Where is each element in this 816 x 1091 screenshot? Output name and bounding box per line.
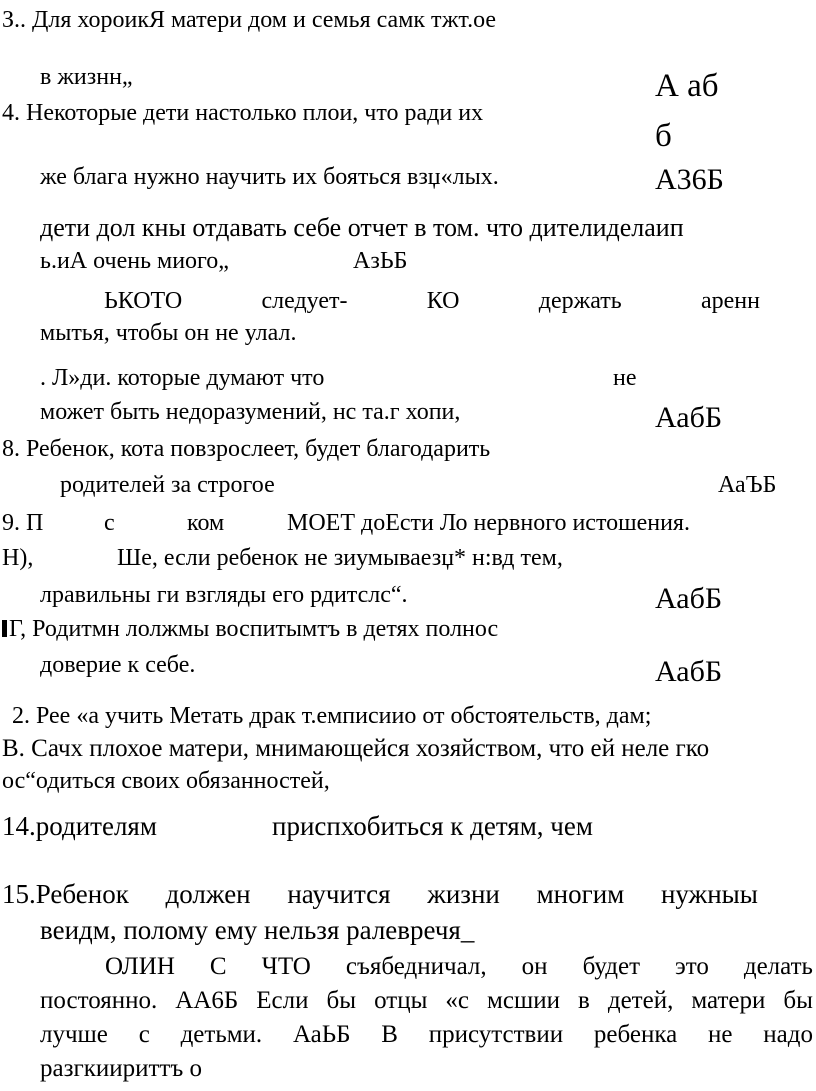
word: мсшии	[487, 987, 560, 1014]
word: с	[104, 510, 115, 536]
word: «с	[445, 987, 470, 1014]
line-22	[2, 879, 758, 909]
line-23: веидм, полому ему нельзя ралевречя_	[40, 915, 475, 945]
word: ком	[187, 510, 225, 536]
word: аренн	[701, 288, 760, 314]
word: бы	[783, 987, 813, 1014]
word: МОЕТ доЕсти Ло нервного истошения.	[287, 510, 690, 536]
word: в	[578, 987, 590, 1014]
word: Н),	[2, 545, 34, 571]
line-6b: АзЬБ	[353, 248, 408, 274]
line-25	[40, 986, 813, 1016]
word: с	[138, 1021, 150, 1048]
word: 15.Ребенок	[2, 879, 129, 909]
word: АА6Б	[175, 987, 239, 1014]
answer-options-3: АабБ	[655, 401, 723, 434]
line-15: лравильны ги взгляды его рдитслс“.	[40, 582, 408, 608]
line-11: 8. Ребенок, кота повзрослеет, будет благодарить	[2, 436, 491, 462]
line-27: разгкиириттъ о	[40, 1055, 203, 1082]
line-5: дети дол кны отдавать себе отчет в том. что дителиделаип	[40, 213, 684, 242]
word: держать	[538, 288, 622, 314]
word: Если	[256, 987, 309, 1014]
word: многим	[536, 879, 625, 909]
word: матери	[691, 987, 766, 1014]
word: постоянно.	[40, 987, 158, 1014]
word: 14.родителям	[2, 811, 157, 841]
word: КО	[426, 288, 460, 314]
line-20: ос“одиться своих обязанностей,	[2, 768, 330, 794]
word: лучше	[40, 1021, 108, 1048]
word: детьми.	[180, 1021, 263, 1048]
line-12: родителей за строгое	[60, 472, 275, 498]
word: будет	[582, 953, 640, 980]
word: приспхобиться к детям, чем	[272, 811, 593, 841]
line-13	[2, 508, 762, 538]
line-2: в жизнн„	[40, 64, 133, 90]
word: присутствии	[428, 1021, 564, 1048]
line-3: 4. Некоторые дети настолько плои, что ради их	[2, 100, 484, 126]
answer-options-5: АабБ	[655, 655, 723, 688]
line-16-text: Г, Родитмн лолжмы воспитымтъ в детях полнос	[9, 616, 499, 642]
word: это	[675, 953, 709, 980]
line-19: В. Сачх плохое матери, мнимающейся хозяйством, что ей неле гко	[2, 735, 710, 762]
line-21	[2, 811, 593, 841]
line-26	[40, 1020, 813, 1050]
answer-options-1b: б	[655, 118, 672, 154]
word: бы	[326, 987, 357, 1014]
word: делать	[743, 953, 813, 980]
word: ребенка	[593, 1021, 678, 1048]
word: он	[521, 953, 548, 980]
word: ЬКОТО	[104, 288, 183, 314]
word: детей,	[607, 987, 674, 1014]
word: С	[209, 953, 227, 980]
word: ОЛИН	[105, 953, 175, 980]
line-10: может быть недоразумений, нс та.г хопи,	[40, 399, 461, 425]
word: не	[707, 1021, 733, 1048]
bar-mark-icon	[2, 620, 7, 637]
answer-options-1: А аб	[655, 68, 719, 104]
answer-options-2: А36Б	[655, 163, 724, 196]
line-18: 2. Рее «а учить Метать драк т.емписиио от обстоятельств, дам;	[12, 703, 652, 729]
word: научится	[287, 879, 391, 909]
line-6a: ь.иА очень миого„	[40, 248, 229, 274]
line-16	[2, 614, 498, 644]
word: следует-	[261, 288, 348, 314]
word: отцы	[374, 987, 428, 1014]
word: должен	[165, 879, 251, 909]
answer-options-4: АабБ	[655, 582, 723, 615]
line-9b: не	[613, 365, 637, 391]
line-1: З.. Для хороикЯ матери дом и семья самк тжт.ое	[2, 7, 497, 33]
line-7	[104, 286, 760, 316]
word: жизни	[427, 879, 500, 909]
line-12b: АаЪБ	[718, 472, 777, 498]
line-24	[105, 952, 813, 982]
word: 9. П	[2, 510, 44, 536]
word: В	[381, 1021, 398, 1048]
word: ЧТО	[261, 953, 311, 980]
word: надо	[763, 1021, 813, 1048]
word: АаЬБ	[292, 1021, 351, 1048]
word: Ше, если ребенок не зиумываезџ* н:вд тем,	[117, 545, 563, 571]
word: съябедничал,	[345, 953, 487, 980]
line-14	[2, 543, 563, 573]
line-17: доверие к себе.	[40, 652, 196, 678]
line-9a: . Л»ди. которые думают что	[40, 365, 325, 391]
line-4: же блага нужно научить их бояться взџ«лых.	[40, 164, 499, 190]
word: нужныы	[660, 879, 758, 909]
line-8: мытья, чтобы он не улал.	[40, 320, 297, 346]
